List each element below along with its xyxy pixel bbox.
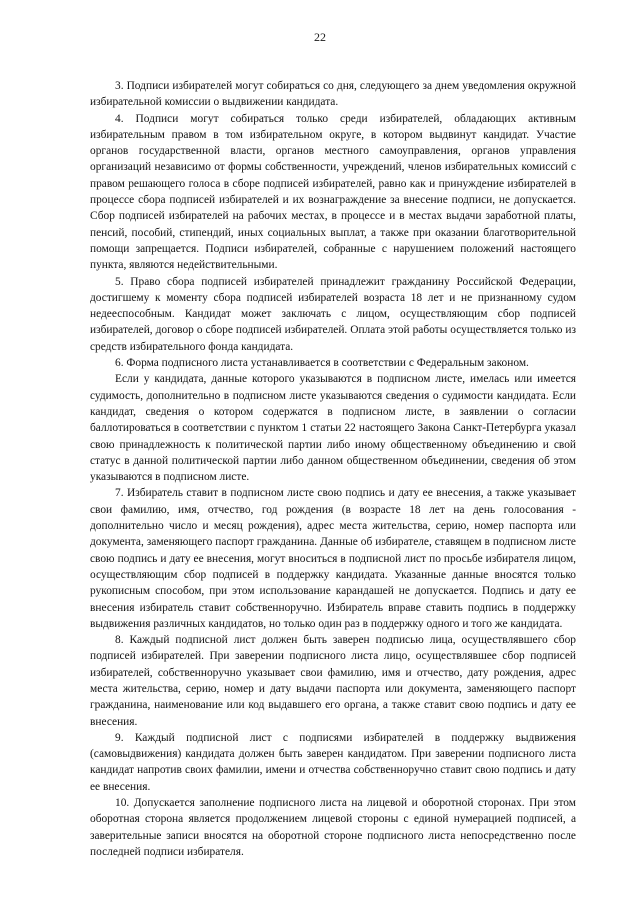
paragraph-item-10: 10. Допускается заполнение подписного листа на лицевой и оборотной сторонах. При этом оборотная сторона является продолжением лицевой стороны с единой нумерацией подписей, а заверительные записи вносятся на оборотной стороне подписного листа непосредственно после последней подписи избирателя.	[90, 797, 576, 858]
paragraph-item-3: 3. Подписи избирателей могут собираться со дня, следующего за днем уведомления окружной избирательной комиссии о выдвижении кандидата.	[90, 80, 576, 109]
paragraph-item-7: 7. Избиратель ставит в подписном листе свою подпись и дату ее внесения, а также указывает свои фамилию, имя, отчество, год рождения (в возрасте 18 лет на день голосования - дополнительно число и месяц рождения), адрес места жительства, серию, номер паспорта или документа, заменяющего паспорт гражданина. Данные об избирателе, ставящем в подписном листе свою подпись и дату ее внесения, могут вноситься в подписной лист по просьбе избирателя лицом, осуществляющим сбор подписей в поддержку кандидата. Указанные данные вносятся только рукописным способом, при этом использование карандашей не допускается. Подпись и дату ее внесения избиратель ставит собственноручно. Избиратель вправе ставить подпись в поддержку выдвижения различных кандидатов, но только один раз в поддержку одного и того же кандидата.	[90, 487, 576, 630]
page-number: 22	[314, 30, 326, 44]
paragraph-item-8: 8. Каждый подписной лист должен быть заверен подписью лица, осуществлявшего сбор подписей избирателей. При заверении подписного листа лицо, осуществлявшее сбор подписей избирателей, собственноручно указывает свои фамилию, имя и отчество, дату рождения, адрес места жительства, серию, номер и дату выдачи паспорта или документа, заменяющего паспорт гражданина, наименование или код выдавшего его органа, а также ставит свою подпись и дату ее внесения.	[90, 634, 576, 728]
paragraph-item-5: 5. Право сбора подписей избирателей принадлежит гражданину Российской Федерации, достигшему к моменту сбора подписей избирателей возраста 18 лет и не признанному судом недееспособным. Кандидат может заключать с лицом, осуществляющим сбор подписей избирателей, договор о сборе подписей избирателей. Оплата этой работы осуществляется только из средств избирательного фонда кандидата.	[90, 275, 576, 353]
paragraph-item-6: 6. Форма подписного листа устанавливается в соответствии с Федеральным законом.	[115, 357, 529, 370]
paragraph-item-6-criminal-record: Если у кандидата, данные которого указываются в подписном листе, имелась или имеется судимость, дополнительно в подписном листе указываются сведения о судимости кандидата. Если кандидат, сведения о котором содержатся в подписном листе, в заявлении о согласии баллотироваться в соответствии с пунктом 1 статьи 22 настоящего Закона Санкт-Петербурга указал свою принадлежность к политической партии либо иному общественному объединению и свой статус в данной политической партии либо данном общественном объединении, сведения об этом указываются в подписном листе.	[90, 373, 576, 484]
paragraph-item-9: 9. Каждый подписной лист с подписями избирателей в поддержку выдвижения (самовыдвижения) кандидата должен быть заверен кандидатом. При заверении подписного листа кандидат напротив своих фамилии, имени и отчества собственноручно ставит свою подпись и дату ее внесения.	[90, 731, 576, 793]
paragraph-item-4: 4. Подписи могут собираться только среди избирателей, обладающих активным избирательным правом в том избирательном округе, в котором выдвинут кандидат. Участие органов государственной власти, органов местного самоуправления, органов управления организаций независимо от формы собственности, учреждений, членов избирательных комиссий с правом решающего голоса в сборе подписей избирателей, равно как и принуждение избирателей в процессе сбора подписей избирателей и их вознаграждение за внесение подписи, не допускается. Сбор подписей избирателей на рабочих местах, в процессе и в местах выдачи заработной платы, пенсий, пособий, стипендий, иных социальных выплат, а также при оказании благотворительной помощи запрещается. Подписи избирателей, собранные с нарушением положений настоящего пункта, являются недействительными.	[90, 112, 576, 272]
document-body	[90, 78, 576, 860]
